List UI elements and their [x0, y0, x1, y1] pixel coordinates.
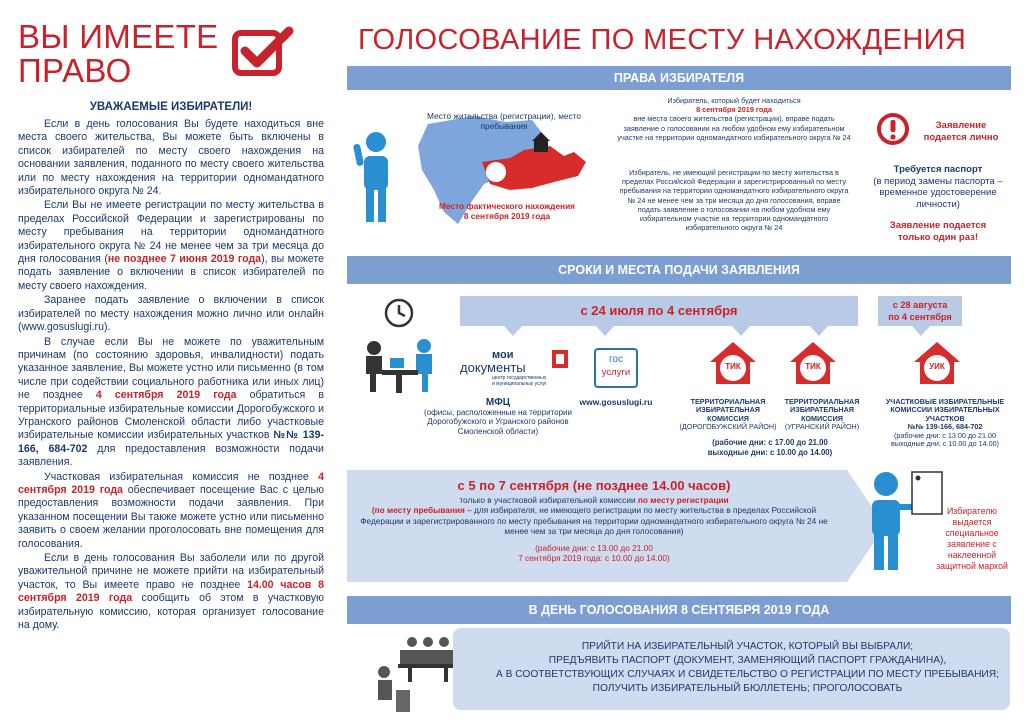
text-line: по 4 сентября	[888, 312, 952, 322]
mfc-note: (офисы, расположенные на территории Дорогобужского и Угранского районов Смоленской области)	[424, 407, 572, 436]
mfc-logo-subtitle: центр государственных и муниципальных услуг	[492, 375, 547, 387]
text-span: В случае если Вы не можете по уважительным причинам (по состоянию здоровья, инвалидности) подать указанное заявление, Вы можете устно или письменно (в том числе при содействии социального работника или иных лиц) не позднее	[18, 335, 324, 402]
registration-highlight: по месту регистрации	[637, 495, 729, 505]
text-span: обратиться в территориальные избирательные комиссии Дорогобужского и Угранского районов Смоленской области либо участковые избирательные комиссии избирательных участков	[18, 389, 324, 442]
section-band-voting-day: В ДЕНЬ ГОЛОСОВАНИЯ 8 СЕНТЯБРЯ 2019 ГОДА	[347, 596, 1011, 624]
voter-at-urn-icon	[374, 664, 410, 714]
text-span: сообщить об этом в участковую избирательную комиссию, которая организует голосование на дому.	[18, 592, 324, 632]
late-line-1	[352, 495, 836, 505]
text-line: Избиратель, который будет находиться	[667, 96, 801, 105]
personal-note	[916, 120, 1006, 143]
text-line: выходные дни: с 10.00 до 14.00)	[707, 447, 833, 457]
late-hours-2: 7 сентября 2019 года: с 10.00 до 14.00)	[518, 553, 670, 564]
text-line: выходные дни: с 10.00 до 14.00)	[891, 439, 999, 449]
mfc-title: МФЦ	[485, 397, 511, 408]
left-title	[18, 20, 219, 88]
text-line: только один раз!	[897, 231, 979, 243]
tik1-label	[676, 398, 780, 432]
stay-highlight: (по месту пребывания	[371, 505, 465, 516]
voting-day-steps	[453, 628, 1010, 710]
mfc-logo	[460, 350, 572, 392]
gos-logo-word1: гос	[609, 354, 623, 365]
voter-person-icon	[352, 128, 394, 224]
gosuslugi-site: www.gosuslugi.ru	[579, 397, 653, 407]
left-paragraph-3: Заранее подать заявление о включении в список избирателей по месту нахождения можно лично или онлайн (www.gosuslugi.ru).	[18, 294, 324, 334]
text-span: только в участковой избирательной комиссии	[459, 495, 638, 505]
checkmark-icon	[232, 26, 294, 78]
step-line: ПОЛУЧИТЬ ИЗБИРАТЕЛЬНЫЙ БЮЛЛЕТЕНЬ; ПРОГОЛОСОВАТЬ	[592, 683, 903, 694]
deadline-highlight: не позднее 7 июня 2019 года	[107, 253, 262, 266]
uik-description	[876, 398, 1014, 448]
late-hours-1: (рабочие дни: с 13.00 до 21.00	[535, 542, 653, 553]
late-period-title: с 5 по 7 сентября (не позднее 14.00 часов)	[457, 478, 731, 493]
tik2-area: (УГРАНСКИЙ РАЙОН)	[784, 422, 860, 432]
step-line: ПРИЙТИ НА ИЗБИРАТЕЛЬНЫЙ УЧАСТОК, КОТОРЫЙ ВЫ ВЫБРАЛИ;	[581, 641, 914, 652]
text-span: обеспечивает посещение Вас с целью предоставления возможности подачи заявления. При указанном посещении Вы также можете устно или письменно заявить о своем желании проголосовать вне помещения для голосования.	[18, 483, 324, 550]
text-span: ), вы можете подать заявление о включении в список избирателей по месту своего нахождения.	[18, 253, 324, 292]
greeting: УВАЖАЕМЫЕ ИЗБИРАТЕЛИ!	[89, 101, 253, 113]
map-label-residence: Место жительства (регистрации), место пребывания	[427, 111, 581, 131]
arrow-down-icon	[810, 326, 828, 336]
passport-note	[868, 164, 1008, 210]
consultation-icon	[360, 334, 440, 396]
left-paragraph-4	[18, 336, 324, 470]
deadline-highlight: 4 сентября 2019 года	[95, 389, 237, 402]
arrow-down-icon	[912, 326, 930, 336]
passport-title: Требуется паспорт	[893, 164, 983, 175]
section-band-rights: ПРАВА ИЗБИРАТЕЛЯ	[347, 66, 1011, 90]
tik2-title: ТЕРРИТОРИАЛЬНАЯ ИЗБИРАТЕЛЬНАЯ КОМИССИЯ	[784, 397, 860, 423]
gosuslugi-logo	[594, 348, 638, 388]
left-paragraph-5	[18, 471, 324, 551]
map-label-actual-location	[422, 202, 592, 221]
text-span: Если в день голосования Вы заболели или по другой уважительной причине не можете прийти на избирательный участок, то Вы имеете право не позднее	[18, 552, 324, 591]
rights-text-1	[615, 96, 853, 142]
passport-detail: (в период замены паспорта – временное удостоверение личности)	[873, 175, 1003, 210]
period-uik	[878, 296, 962, 326]
left-title-line1: ВЫ ИМЕЕТЕ	[18, 18, 219, 55]
tik-hours	[690, 438, 850, 457]
left-paragraph-2	[18, 199, 324, 293]
mfc-logo-mark-icon	[552, 350, 568, 368]
step-line: А В СООТВЕТСТВУЮЩИХ СЛУЧАЯХ И СВИДЕТЕЛЬСТВО О РЕГИСТРАЦИИ ПО МЕСТУ ПРЕБЫВАНИЯ;	[496, 669, 999, 680]
alert-icon	[876, 112, 910, 146]
text-span: для предоставления возможности подачи заявления.	[18, 442, 324, 469]
tik2-label	[776, 398, 868, 432]
mfc-logo-word1: мои	[492, 349, 514, 361]
mfc-logo-word2: документы	[460, 360, 526, 375]
deadline-highlight: 4 сентября 2019 года	[18, 470, 324, 496]
gos-logo-word2: услуги	[601, 367, 631, 378]
tik1-area: (ДОРОГОБУЖСКИЙ РАЙОН)	[679, 422, 777, 432]
left-body-text	[18, 118, 324, 633]
map-label-line2: 8 сентября 2019 года	[463, 210, 551, 221]
text-line: Заявление подается	[889, 220, 987, 231]
main-title: ГОЛОСОВАНИЕ ПО МЕСТУ НАХОЖДЕНИЯ	[358, 24, 967, 56]
text-line: вне места своего жительства (регистрации), вправе подать заявление о голосовании на любом удобном ему избирательном участке на территории одномандатного избирательного округа № 24	[617, 114, 851, 142]
tik1-title: ТЕРРИТОРИАЛЬНАЯ ИЗБИРАТЕЛЬНАЯ КОМИССИЯ	[690, 397, 766, 423]
left-title-line2: ПРАВО	[18, 52, 132, 89]
text-span: Если Вы не имеете регистрации по месту жительства в пределах Российской Федерации и зарегистрированы по месту пребывания на территории одномандатного избирательного округа № 24 не менее чем за три месяца до дня голосования (	[18, 199, 324, 266]
left-paragraph-6	[18, 552, 324, 632]
clock-icon	[384, 298, 414, 328]
uik-title: УЧАСТКОВЫЕ ИЗБИРАТЕЛЬНЫЕ КОМИССИИ ИЗБИРАТЕЛЬНЫХ УЧАСТКОВ	[885, 397, 1005, 423]
text-line: (рабочие дни: с 17.00 до 21.00	[712, 438, 828, 447]
step-line: ПРЕДЪЯВИТЬ ПАСПОРТ (ДОКУМЕНТ, ЗАМЕНЯЮЩИЙ ПАСПОРТ ГРАЖДАНИНА),	[548, 655, 947, 666]
arrow-down-icon	[504, 326, 522, 336]
text-line: (рабочие дни: с 13.00 до 21.00	[893, 430, 997, 440]
map-label-line1: Место фактического нахождения	[438, 201, 576, 211]
text-line: подается лично	[923, 131, 999, 143]
text-line: с 28 августа	[892, 300, 948, 310]
tik-label: ТИК	[805, 362, 821, 371]
mfc-label	[418, 398, 578, 436]
date-highlight: 8 сентября 2019 года	[696, 105, 772, 115]
late-line-2	[352, 505, 836, 536]
left-column	[0, 0, 338, 724]
tik-label: ТИК	[725, 362, 741, 371]
station-numbers: №№ 139-166, 684-702	[18, 429, 324, 455]
stamp-note: Избирателю выдается специальное заявление с наклеенной защитной маркой	[936, 506, 1008, 571]
text-span: Участковая избирательная комиссия не позднее	[44, 470, 319, 483]
late-period-text	[352, 478, 836, 563]
left-paragraph-1: Если в день голосования Вы будете находиться вне места своего жительства, Вы можете быть включены в список избирателей по месту своего нахождения на основании заявления, поданного по месту своего жительства или по месту нахождения на территории одномандатного избирательного округа № 24.	[18, 118, 324, 198]
period-main: с 24 июля по 4 сентября	[460, 296, 858, 326]
section-band-terms: СРОКИ И МЕСТА ПОДАЧИ ЗАЯВЛЕНИЯ	[347, 256, 1011, 284]
once-note	[868, 220, 1008, 243]
deadline-highlight: 14.00 часов 8 сентября 2019 года	[18, 578, 325, 605]
text-span: – для избирателя, не имеющего регистрации по месту жительства в пределах Российской Федерации и зарегистрированного по месту пребывания на территории одномандатного избирательного округа № 24 не менее чем за три месяца до дня голосования)	[360, 505, 828, 537]
rights-text-2: Избиратель, не имеющий регистрации по месту жительства в пределах Российской Федерации и зарегистрированный по месту пребывания на территории одномандатного избирательного округа № 24 не менее чем за три месяца до дня голосования, вправе подать заявление о голосовании на любом удобном ему избирательном участке на территории одномандатного избирательного округа № 24	[619, 168, 849, 233]
uik-label: УИК	[929, 362, 945, 371]
uik-numbers: №№ 139-166, 684-702	[907, 422, 983, 432]
arrow-down-icon	[596, 326, 614, 336]
arrow-down-icon	[732, 326, 750, 336]
text-line: Заявление	[935, 120, 987, 131]
